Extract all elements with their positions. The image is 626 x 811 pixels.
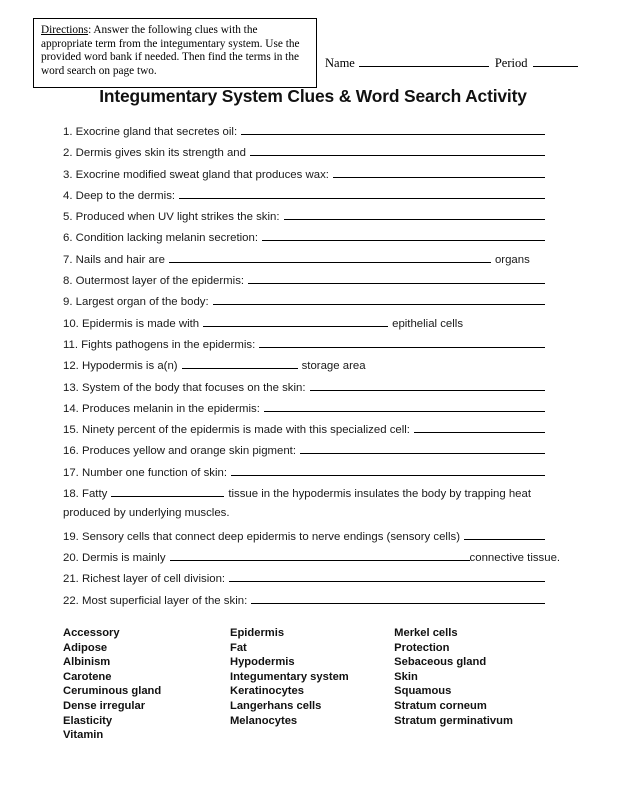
clue-item <box>63 549 561 570</box>
clue-answer-blank[interactable] <box>179 187 545 199</box>
clue-item <box>63 293 545 314</box>
clue-text: 20. Dermis is mainly <box>63 551 166 564</box>
name-label: Name <box>325 56 355 70</box>
clue-trailing-text: storage area <box>301 360 366 373</box>
clue-item <box>63 592 545 613</box>
clue-answer-blank[interactable] <box>310 379 545 391</box>
word-bank-item: Sebaceous gland <box>394 656 487 669</box>
word-bank-item: Protection <box>394 641 450 654</box>
word-bank-column-3 <box>394 626 563 743</box>
clue-text: 17. Number one function of skin: <box>63 466 227 479</box>
word-bank-item: Carotene <box>63 670 112 683</box>
clue-text: 1. Exocrine gland that secretes oil: <box>63 126 238 138</box>
clue-text: 4. Deep to the dermis: <box>63 189 176 202</box>
word-bank-column-2 <box>230 626 394 743</box>
word-bank-item: Langerhans cells <box>229 699 322 712</box>
clue-item <box>63 144 545 165</box>
clue-answer-blank[interactable] <box>414 421 545 433</box>
clue-text: 6. Condition lacking melanin secretion: <box>63 232 259 245</box>
clue-item <box>63 272 545 293</box>
clue-answer-blank[interactable] <box>241 123 545 135</box>
clue-answer-blank[interactable] <box>203 315 388 327</box>
word-bank-item: Skin <box>394 670 418 683</box>
clue-item <box>63 400 545 421</box>
name-input-line[interactable] <box>359 55 489 67</box>
word-bank-item: Accessory <box>63 627 120 639</box>
clue-item <box>63 421 545 442</box>
clue-text: 8. Outermost layer of the epidermis: <box>63 275 245 288</box>
clue-answer-blank[interactable] <box>300 442 545 454</box>
clue-answer-blank[interactable] <box>264 400 545 412</box>
clue-text: 10. Epidermis is made with <box>63 317 200 330</box>
word-bank-item: Vitamin <box>63 729 104 742</box>
word-bank-item: Integumentary system <box>229 670 349 683</box>
clue-answer-blank[interactable] <box>229 570 545 582</box>
clue-trailing-text: tissue in the hypodermis insulates the body by trapping heat <box>228 488 531 501</box>
clue-text: 3. Exocrine modified sweat gland that produces wax: <box>63 168 329 181</box>
clue-answer-blank[interactable] <box>213 293 545 305</box>
clue-answer-blank[interactable] <box>169 251 491 263</box>
word-bank-column-1 <box>63 626 230 743</box>
clue-text: 22. Most superficial layer of the skin: <box>63 594 248 607</box>
clue-item <box>63 357 545 378</box>
clue-text: 18. Fatty <box>63 488 108 501</box>
clue-item <box>63 528 545 549</box>
clue-answer-blank[interactable] <box>251 592 545 604</box>
name-period-header <box>325 55 578 71</box>
clue-text: 2. Dermis gives skin its strength and <box>63 147 246 160</box>
word-bank-item: Stratum corneum <box>394 699 487 712</box>
word-bank-item: Fat <box>229 641 247 654</box>
clue-answer-blank[interactable] <box>262 229 545 241</box>
clue-item <box>63 166 545 187</box>
word-bank-item: Adipose <box>63 641 108 654</box>
word-bank-item: Albinism <box>63 656 111 669</box>
page-title: Integumentary System Clues & Word Search Activity <box>99 86 527 106</box>
word-bank <box>63 626 563 743</box>
clue-answer-blank[interactable] <box>170 549 470 561</box>
clue-answer-blank[interactable] <box>111 485 224 497</box>
clue-item <box>63 187 545 208</box>
word-bank-item: Elasticity <box>63 714 113 727</box>
clue-answer-blank[interactable] <box>259 336 545 348</box>
word-bank-item: Squamous <box>394 685 452 698</box>
word-bank-item: Dense irregular <box>63 699 146 712</box>
clue-trailing-text: connective tissue. <box>469 551 561 564</box>
word-bank-item: Merkel cells <box>394 627 458 639</box>
clue-answer-blank[interactable] <box>250 144 545 156</box>
clue-text: 14. Produces melanin in the epidermis: <box>63 402 260 415</box>
clue-item <box>63 229 545 250</box>
clue-text: 5. Produced when UV light strikes the skin: <box>63 211 280 224</box>
clue-text: 12. Hypodermis is a(n) <box>63 360 178 373</box>
clues-list <box>63 123 561 613</box>
clue-item <box>63 208 545 229</box>
clue-item <box>63 336 545 357</box>
clue-trailing-text: epithelial cells <box>392 317 464 330</box>
clue-answer-blank[interactable] <box>284 208 545 220</box>
word-bank-item: Epidermis <box>229 627 285 639</box>
directions-text: : Answer the following clues with the appropriate term from the integumentary system. Use the provided word bank if needed. Then find the terms in the word search on page two. <box>41 24 300 77</box>
clue-wrapped-line: produced by underlying muscles. <box>63 507 230 520</box>
directions-label: Directions <box>41 24 89 36</box>
clue-trailing-text: organs <box>494 253 530 266</box>
clue-text: 9. Largest organ of the body: <box>63 296 209 309</box>
period-input-line[interactable] <box>533 55 578 67</box>
clue-answer-blank[interactable] <box>333 166 545 178</box>
clue-item <box>63 485 545 506</box>
clue-item <box>63 379 545 400</box>
clue-text: 7. Nails and hair are <box>63 253 165 266</box>
word-bank-item: Keratinocytes <box>229 685 304 698</box>
clue-answer-blank[interactable] <box>248 272 545 284</box>
clue-item <box>63 570 545 591</box>
clue-text: 19. Sensory cells that connect deep epidermis to nerve endings (sensory cells) <box>63 530 460 543</box>
clue-answer-blank[interactable] <box>231 464 545 476</box>
clue-item <box>63 251 545 272</box>
clue-text: 13. System of the body that focuses on the skin: <box>63 381 306 394</box>
clue-item <box>63 315 545 336</box>
word-bank-item: Stratum germinativum <box>394 714 513 727</box>
directions-box <box>33 18 317 88</box>
clue-text: 16. Produces yellow and orange skin pigment: <box>63 445 297 458</box>
word-bank-item: Melanocytes <box>229 714 298 727</box>
period-label: Period <box>494 56 528 70</box>
word-bank-item: Hypodermis <box>229 656 295 669</box>
clue-answer-blank[interactable] <box>182 357 298 369</box>
clue-text: 15. Ninety percent of the epidermis is made with this specialized cell: <box>63 424 410 437</box>
clue-text: 11. Fights pathogens in the epidermis: <box>63 338 256 351</box>
clue-text: 21. Richest layer of cell division: <box>63 573 226 586</box>
clue-item <box>63 123 545 144</box>
clue-item <box>63 442 545 463</box>
clue-item <box>63 464 545 485</box>
clue-answer-blank[interactable] <box>464 528 545 540</box>
word-bank-item: Ceruminous gland <box>63 685 162 698</box>
